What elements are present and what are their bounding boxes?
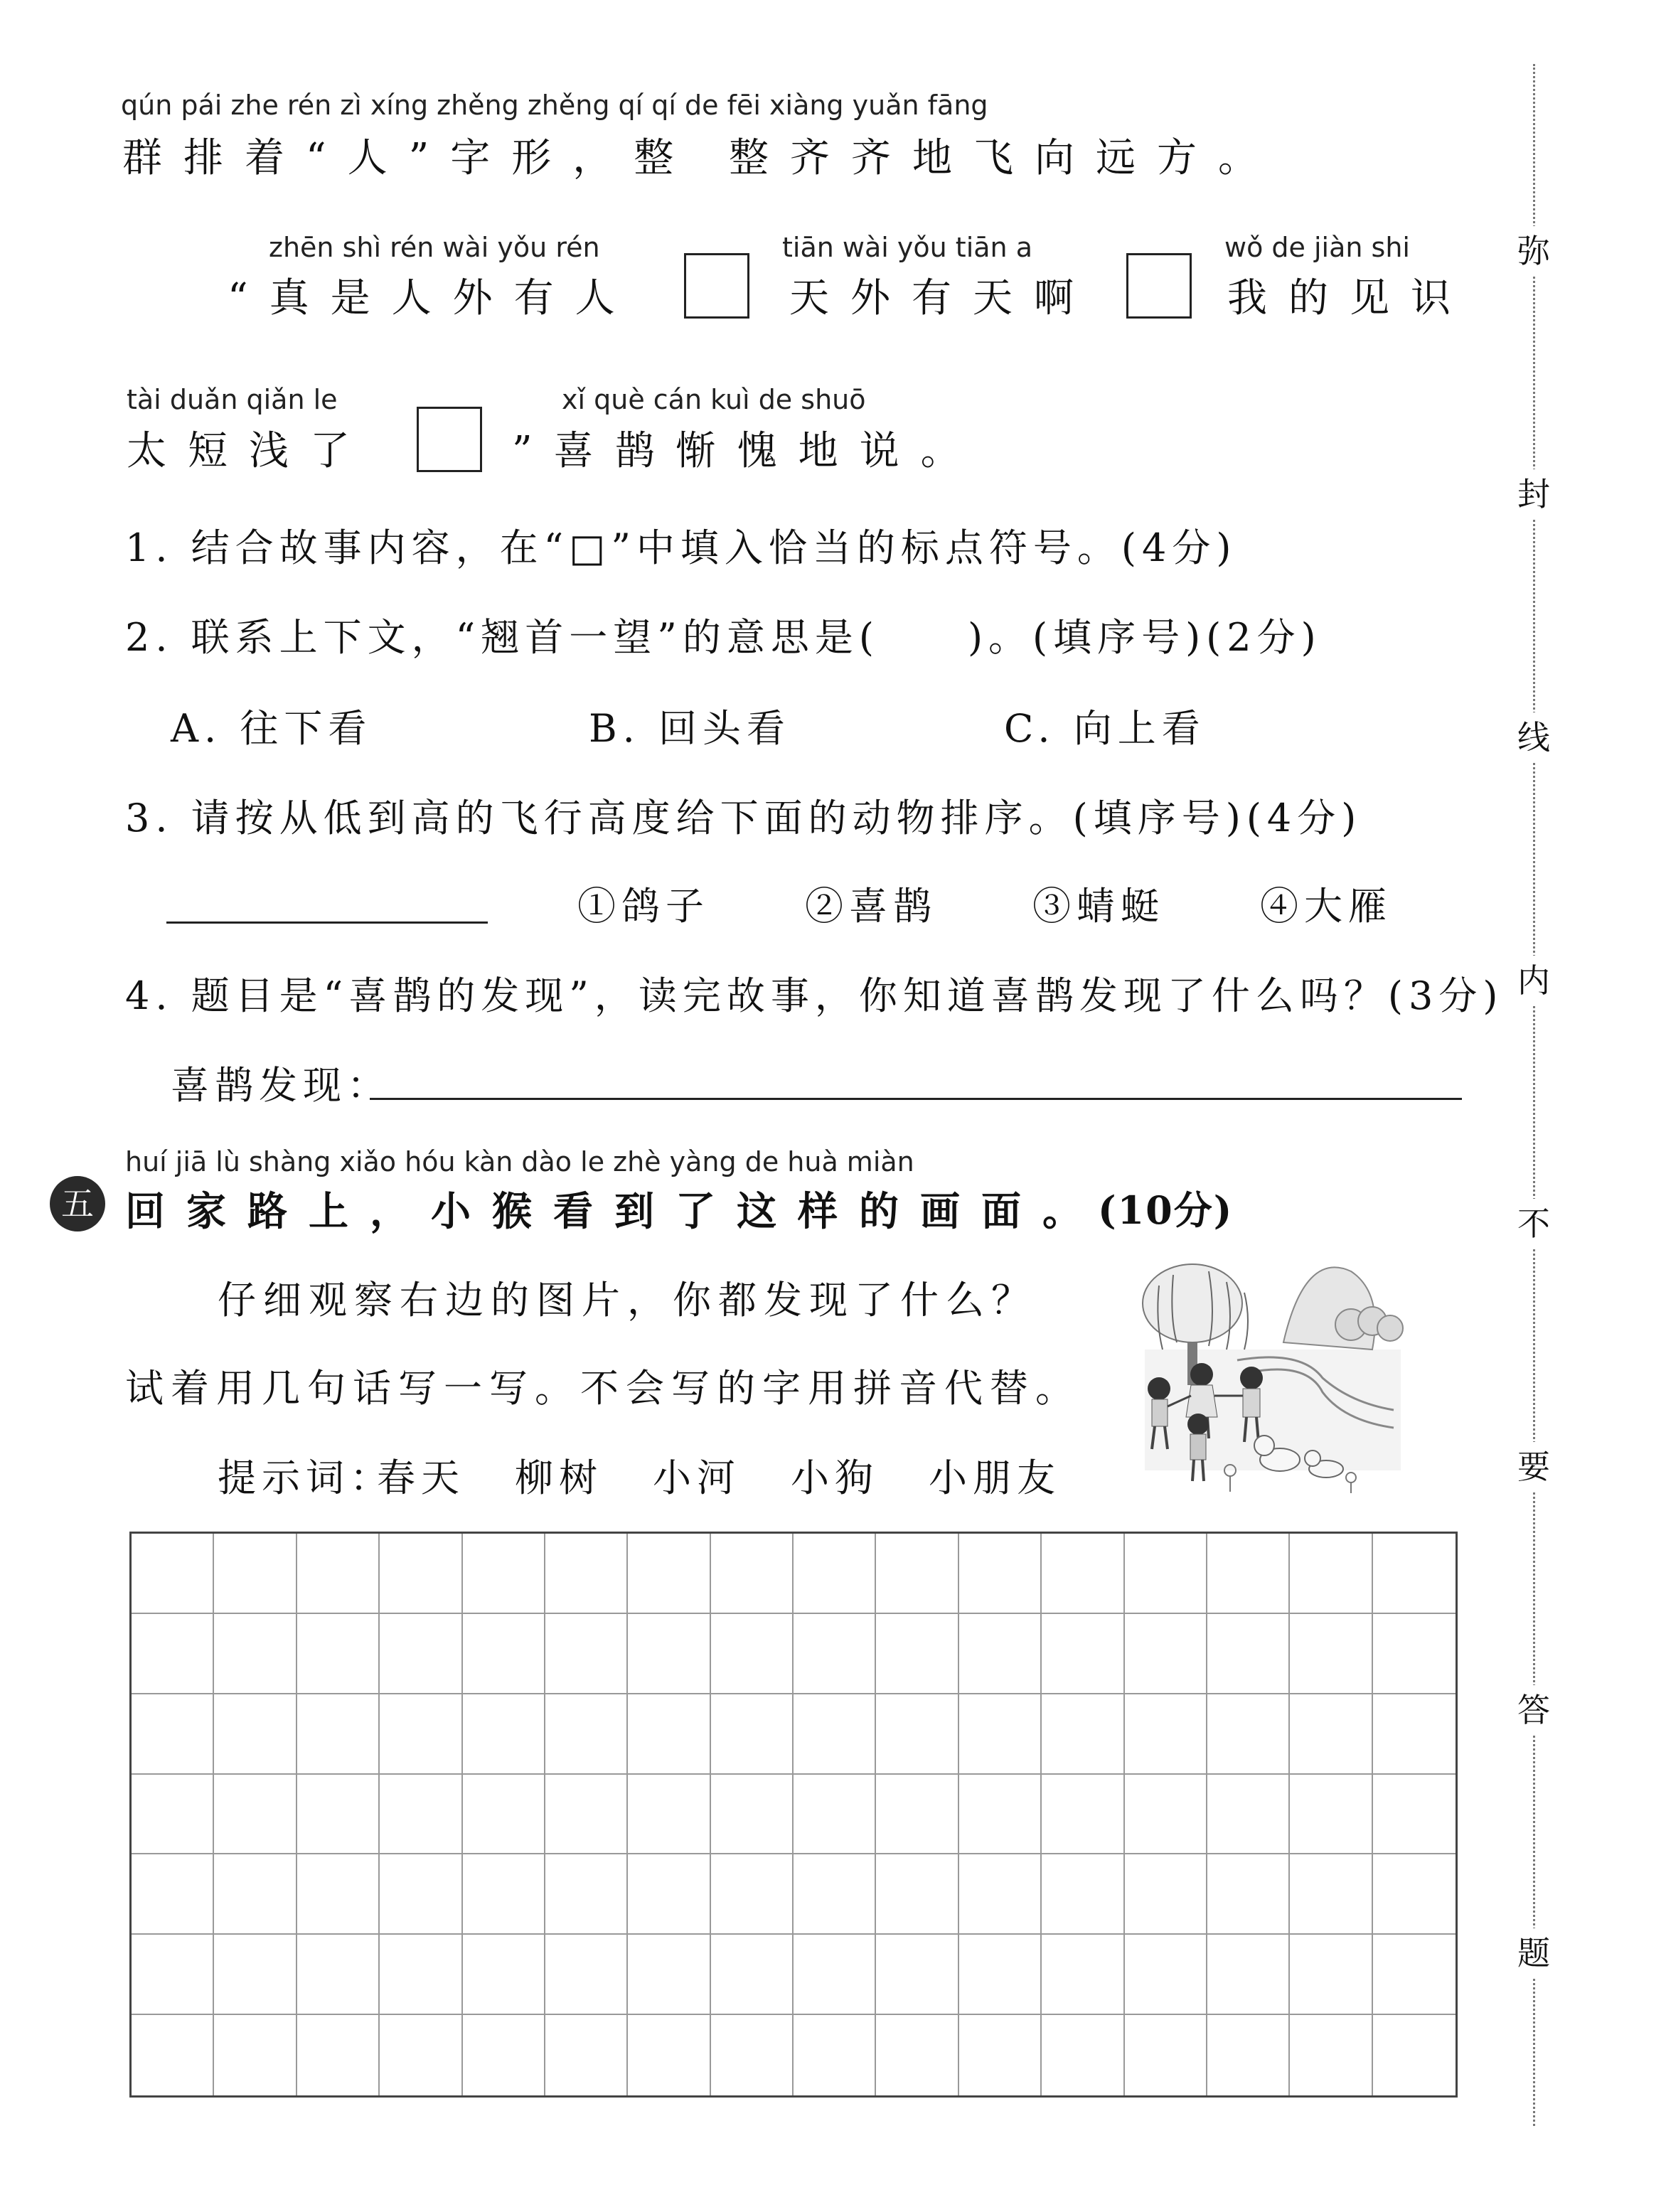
grid-cell[interactable] [876,1935,958,2015]
grid-cell[interactable] [959,1694,1042,1775]
grid-cell[interactable] [876,1534,958,1614]
grid-cell[interactable] [959,2015,1042,2095]
hint-word: 柳树 [515,1455,603,1500]
grid-cell[interactable] [628,2015,710,2095]
grid-cell[interactable] [380,1614,462,1694]
grid-cell[interactable] [214,1694,297,1775]
line2-pinyin-c: wǒ de jiàn shi [1224,232,1410,263]
q4-answer-line[interactable] [370,1098,1462,1100]
grid-cell[interactable] [628,1694,710,1775]
question-4: 4. 题目是“喜鹊的发现”，读完故事，你知道喜鹊发现了什么吗？(3分) [125,973,1504,1018]
seal-char: 不 [1509,1199,1559,1249]
grid-cell[interactable] [463,1694,545,1775]
q3-item-1: ①鸽子 [577,884,710,929]
grid-cell[interactable] [380,2015,462,2095]
grid-cell[interactable] [794,1614,876,1694]
line2-pinyin-a: zhēn shì rén wài yǒu rén [269,232,600,263]
grid-cell[interactable] [1207,1694,1290,1775]
grid-cell[interactable] [711,1694,794,1775]
q2-option-c[interactable]: C. 向上看 [1004,706,1206,751]
grid-cell[interactable] [214,1935,297,2015]
grid-cell[interactable] [1207,1854,1290,1935]
seal-char: 线 [1509,712,1559,762]
line3-text-b: ”喜鹊惭愧地说。 [512,428,982,474]
grid-cell[interactable] [1373,1614,1456,1694]
grid-cell[interactable] [1290,1935,1372,2015]
instruction-1: 仔细观察右边的图片，你都发现了什么？ [218,1278,1037,1323]
grid-cell[interactable] [1290,1534,1372,1614]
line3-pinyin-b: xǐ què cán kuì de shuō [562,384,866,415]
grid-cell[interactable] [297,1614,380,1694]
seal-char: 题 [1509,1928,1559,1978]
grid-cell[interactable] [1290,1854,1372,1935]
grid-cell[interactable] [959,1854,1042,1935]
q3-item-4: ④大雁 [1260,884,1392,929]
grid-cell[interactable] [132,1534,214,1614]
grid-cell[interactable] [1125,1854,1207,1935]
grid-cell[interactable] [132,1614,214,1694]
grid-cell[interactable] [794,1935,876,2015]
grid-cell[interactable] [876,2015,958,2095]
grid-cell[interactable] [1042,2015,1124,2095]
grid-cell[interactable] [1290,1614,1372,1694]
grid-cell[interactable] [1207,1775,1290,1855]
grid-cell[interactable] [1290,1694,1372,1775]
grid-cell[interactable] [463,1775,545,1855]
grid-cell[interactable] [1042,1614,1124,1694]
grid-cell[interactable] [1042,1694,1124,1775]
grid-cell[interactable] [794,1534,876,1614]
grid-cell[interactable] [794,1694,876,1775]
grid-cell[interactable] [297,1534,380,1614]
grid-cell[interactable] [1042,1854,1124,1935]
seal-char: 弥 [1509,226,1559,276]
punctuation-box-2[interactable] [1126,253,1192,319]
grid-cell[interactable] [132,1935,214,2015]
question-2: 2. 联系上下文，“翘首一望”的意思是( )。(填序号)(2分) [125,615,1322,660]
q3-item-3: ③蜻蜓 [1032,884,1165,929]
line2-text-b: 天外有天啊 [789,275,1095,321]
question-1: 1. 结合故事内容，在“□”中填入恰当的标点符号。(4分) [125,525,1237,570]
grid-cell[interactable] [463,2015,545,2095]
grid-cell[interactable] [1373,1935,1456,2015]
q4-prompt: 喜鹊发现： [171,1063,391,1108]
q2-option-b[interactable]: B. 回头看 [589,706,791,751]
grid-cell[interactable] [1373,1775,1456,1855]
grid-cell[interactable] [711,1775,794,1855]
grid-cell[interactable] [214,2015,297,2095]
grid-cell[interactable] [214,1775,297,1855]
grid-cell[interactable] [1207,1534,1290,1614]
grid-cell[interactable] [297,1694,380,1775]
grid-cell[interactable] [1373,1854,1456,1935]
grid-cell[interactable] [132,2015,214,2095]
grid-cell[interactable] [214,1854,297,1935]
grid-cell[interactable] [1042,1534,1124,1614]
grid-cell[interactable] [711,1935,794,2015]
punctuation-box-3[interactable] [417,407,482,472]
grid-cell[interactable] [297,1775,380,1855]
grid-cell[interactable] [463,1614,545,1694]
hint-word: 小朋友 [929,1455,1061,1500]
grid-cell[interactable] [380,1935,462,2015]
grid-cell[interactable] [545,1854,628,1935]
seal-char: 内 [1509,956,1559,1005]
grid-cell[interactable] [628,1935,710,2015]
grid-cell[interactable] [463,1854,545,1935]
grid-cell[interactable] [1125,1935,1207,2015]
grid-cell[interactable] [380,1775,462,1855]
grid-cell[interactable] [380,1854,462,1935]
grid-cell[interactable] [876,1775,958,1855]
grid-cell[interactable] [545,1775,628,1855]
grid-cell[interactable] [1042,1935,1124,2015]
grid-cell[interactable] [132,1854,214,1935]
grid-cell[interactable] [297,1854,380,1935]
grid-cell[interactable] [1125,1614,1207,1694]
grid-cell[interactable] [214,1534,297,1614]
grid-cell[interactable] [628,1534,710,1614]
line1-pinyin: qún pái zhe rén zì xíng zhěng zhěng qí qí de fēi xiàng yuǎn fāng [121,90,988,121]
section5-score: (10分) [1098,1187,1234,1233]
seal-char: 要 [1509,1442,1559,1492]
grid-cell[interactable] [132,1775,214,1855]
grid-cell[interactable] [711,1854,794,1935]
hint-word: 小狗 [791,1455,879,1500]
seal-char: 封 [1509,469,1559,519]
grid-cell[interactable] [214,1614,297,1694]
grid-cell[interactable] [545,2015,628,2095]
grid-cell[interactable] [1207,1614,1290,1694]
grid-cell[interactable] [463,1534,545,1614]
grid-cell[interactable] [794,1854,876,1935]
line3-text-a: 太短浅了 [127,428,371,474]
grid-cell[interactable] [628,1614,710,1694]
q2-option-a[interactable]: A. 往下看 [171,706,373,751]
grid-cell[interactable] [1373,2015,1456,2095]
section5-title: 回家路上，小猴看到了这样的画面。 [125,1188,1104,1235]
grid-cell[interactable] [959,1775,1042,1855]
grid-cell[interactable] [380,1534,462,1614]
spring-scene-illustration [1138,1243,1408,1499]
grid-cell[interactable] [711,1534,794,1614]
instruction-2: 试着用几句话写一写。不会写的字用拼音代替。 [125,1366,1081,1411]
grid-cell[interactable] [628,1854,710,1935]
grid-cell[interactable] [1290,2015,1372,2095]
grid-cell[interactable] [297,1935,380,2015]
seal-dotted-line [1533,64,1535,2126]
q3-answer-line[interactable] [166,921,488,924]
q3-item-2: ②喜鹊 [805,884,937,929]
grid-cell[interactable] [132,1694,214,1775]
grid-cell[interactable] [1207,1935,1290,2015]
grid-cell[interactable] [876,1854,958,1935]
grid-cell[interactable] [1125,1775,1207,1855]
line1-text: 群排着“人”字形，整 整齐齐地飞向远方。 [122,135,1280,181]
grid-cell[interactable] [876,1694,958,1775]
line2-pinyin-b: tiān wài yǒu tiān a [782,232,1033,263]
grid-cell[interactable] [545,1935,628,2015]
grid-cell[interactable] [545,1614,628,1694]
writing-grid[interactable] [129,1532,1458,2098]
line2-text-a: “真是人外有人 [228,275,636,321]
section5-pinyin: huí jiā lù shàng xiǎo hóu kàn dào le zhè yàng de huà miàn [125,1146,914,1177]
line3-pinyin-a: tài duǎn qiǎn le [127,384,338,415]
grid-cell[interactable] [628,1775,710,1855]
grid-cell[interactable] [1207,2015,1290,2095]
grid-cell[interactable] [711,1614,794,1694]
grid-cell[interactable] [959,1935,1042,2015]
line2-text-c: 我的见识 [1227,275,1472,321]
hint-label: 提示词： [218,1455,394,1500]
grid-cell[interactable] [1125,2015,1207,2095]
seal-char: 答 [1509,1685,1559,1735]
grid-cell[interactable] [545,1694,628,1775]
grid-cell[interactable] [1373,1534,1456,1614]
grid-cell[interactable] [1125,1534,1207,1614]
grid-cell[interactable] [1373,1694,1456,1775]
question-3: 3. 请按从低到高的飞行高度给下面的动物排序。(填序号)(4分) [125,796,1362,840]
grid-cell[interactable] [711,2015,794,2095]
grid-cell[interactable] [1042,1775,1124,1855]
section-number-badge: 五 [50,1176,105,1231]
grid-cell[interactable] [794,2015,876,2095]
grid-cell[interactable] [1125,1694,1207,1775]
grid-cell[interactable] [794,1775,876,1855]
grid-cell[interactable] [959,1614,1042,1694]
hint-word: 春天 [377,1455,465,1500]
grid-cell[interactable] [959,1534,1042,1614]
grid-cell[interactable] [876,1614,958,1694]
grid-cell[interactable] [545,1534,628,1614]
grid-cell[interactable] [297,2015,380,2095]
grid-cell[interactable] [463,1935,545,2015]
grid-cell[interactable] [1290,1775,1372,1855]
hint-word: 小河 [653,1455,741,1500]
punctuation-box-1[interactable] [684,253,749,319]
grid-cell[interactable] [380,1694,462,1775]
